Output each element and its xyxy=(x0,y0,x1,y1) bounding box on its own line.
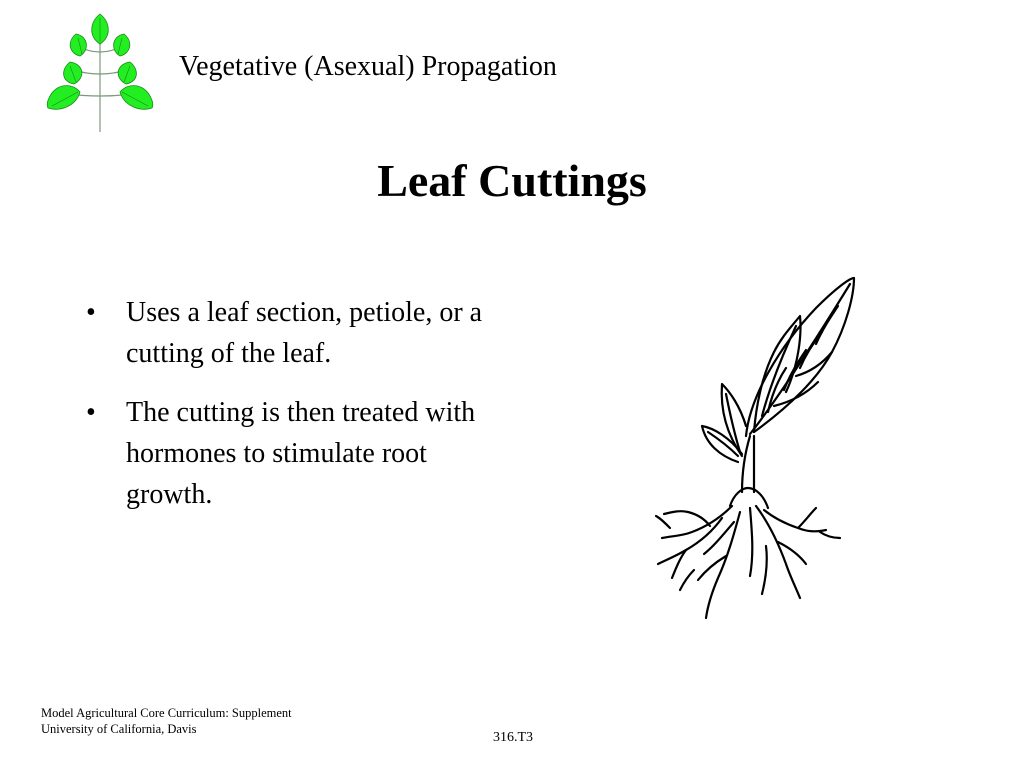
bullet-text: Uses a leaf section, petiole, or a cutting of the leaf. xyxy=(126,297,483,369)
bullet-item xyxy=(86,292,506,374)
slide-code: 316.T3 xyxy=(493,730,534,745)
bullet-text: The cutting is then treated with hormones to stimulate root growth. xyxy=(126,397,476,510)
header-title: Vegetative (Asexual) Propagation xyxy=(179,51,557,82)
bullet-item xyxy=(86,392,506,515)
footer-source-line: Model Agricultural Core Curriculum: Supplement xyxy=(41,706,292,720)
leaf-cutting-illustration-icon xyxy=(650,256,870,628)
slide-title: Leaf Cuttings xyxy=(377,155,647,206)
bullet-list xyxy=(86,292,506,533)
footer-source xyxy=(41,705,292,737)
bullet-marker: • xyxy=(86,297,96,328)
plant-logo-icon xyxy=(40,12,160,134)
footer-source-line: University of California, Davis xyxy=(41,722,197,736)
bullet-marker: • xyxy=(86,397,96,428)
